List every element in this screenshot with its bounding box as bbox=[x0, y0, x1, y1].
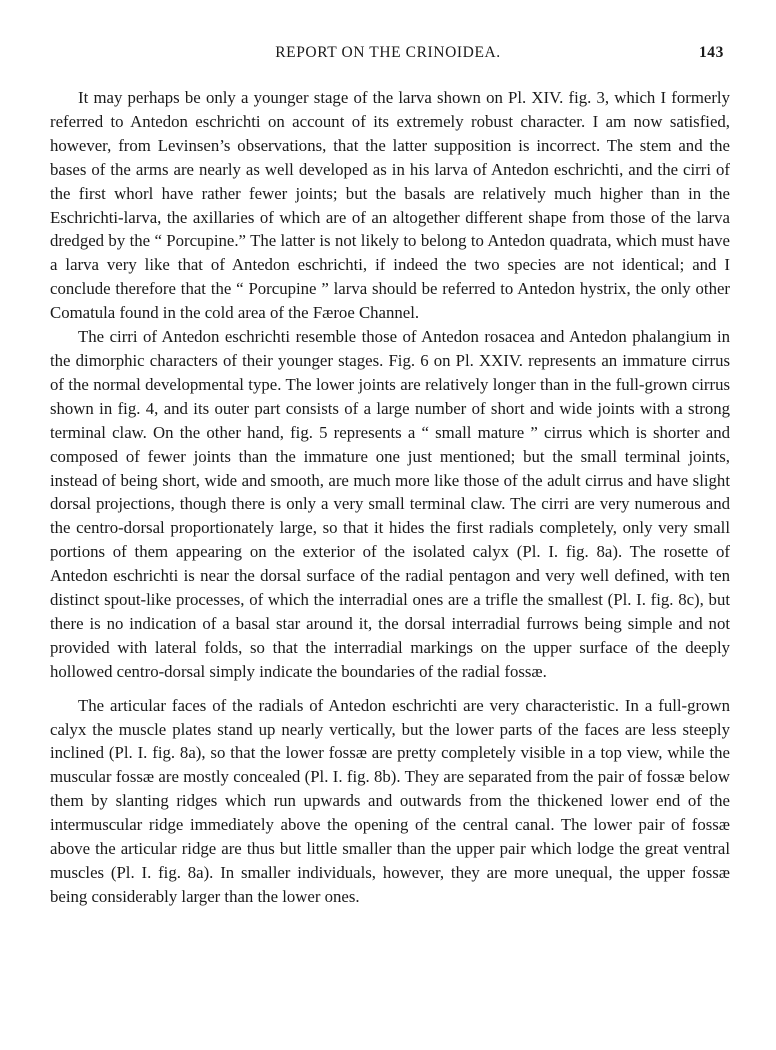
paragraph-2: The cirri of Antedon eschrichti resemble those of Antedon rosacea and Antedon phalangium in the dimorphic characters of their younger stages. Fig. 6 on Pl. XXIV. represents an immature cirrus of the normal developmental type. The lower joints are relatively longer than in the full-grown cirrus shown in fig. 4, and its outer part consists of a large number of short and wide joints with a strong terminal claw. On the other hand, fig. 5 represents a “ small mature ” cirrus which is shorter and composed of fewer joints than the immature one just mentioned; but the small terminal joints, instead of being short, wide and smooth, are much more like those of the adult cirrus and have slight dorsal projections, though there is only a very small terminal claw. The cirri are very numerous and the centro-dorsal proportionately large, so that it hides the first radials completely, only very small portions of them appearing on the exterior of the isolated calyx (Pl. I. fig. 8a). The rosette of Antedon eschrichti is near the dorsal surface of the radial pentagon and very well defined, with ten distinct spout-like processes, of which the interradial ones are a trifle the smallest (Pl. I. fig. 8c), but there is no indication of a basal star around it, the dorsal interradial furrows being simple and not provided with lateral folds, so that the interradial markings on the upper surface of the deeply hollowed centro-dorsal simply indicate the boundaries of the radial fossæ. bbox=[50, 327, 730, 681]
body-text bbox=[50, 86, 730, 909]
page-number: 143 bbox=[698, 44, 724, 61]
page-header bbox=[0, 44, 776, 66]
paragraph-1: It may perhaps be only a younger stage of the larva shown on Pl. XIV. fig. 3, which I formerly referred to Antedon eschrichti on account of its extremely robust character. I am now satisfied, however, from Levinsen’s observations, that the latter supposition is incorrect. The stem and the bases of the arms are nearly as well developed as in his larva of Antedon eschrichti, and the cirri of the first whorl have rather fewer joints; but the basals are relatively much higher than in the Eschrichti-larva, the axillaries of which are of an altogether different shape from those of the larva dredged by the “ Porcupine.” The latter is not likely to belong to Antedon quadrata, which must have a larva very like that of Antedon eschrichti, if indeed the two species are not identical; and I conclude therefore that the “ Porcupine ” larva should be referred to Antedon hystrix, the only other Comatula found in the cold area of the Færoe Channel. bbox=[50, 88, 730, 323]
paragraph-3: The articular faces of the radials of Antedon eschrichti are very characteristic. In a full-grown calyx the muscle plates stand up nearly vertically, but the lower parts of the faces are less steeply inclined (Pl. I. fig. 8a), so that the lower fossæ are pretty completely visible in a top view, while the muscular fossæ are mostly concealed (Pl. I. fig. 8b). They are separated from the pair of fossæ below them by slanting ridges which run upwards and outwards from the thickened lower end of the intermuscular ridge immediately above the opening of the central canal. The lower pair of fossæ above the articular ridge are thus but little smaller than the upper pair which lodge the great ventral muscles (Pl. I. fig. 8a). In smaller individuals, however, they are more unequal, the upper fossæ being considerably larger than the lower ones. bbox=[50, 695, 730, 906]
running-title: REPORT ON THE CRINOIDEA. bbox=[275, 44, 501, 61]
